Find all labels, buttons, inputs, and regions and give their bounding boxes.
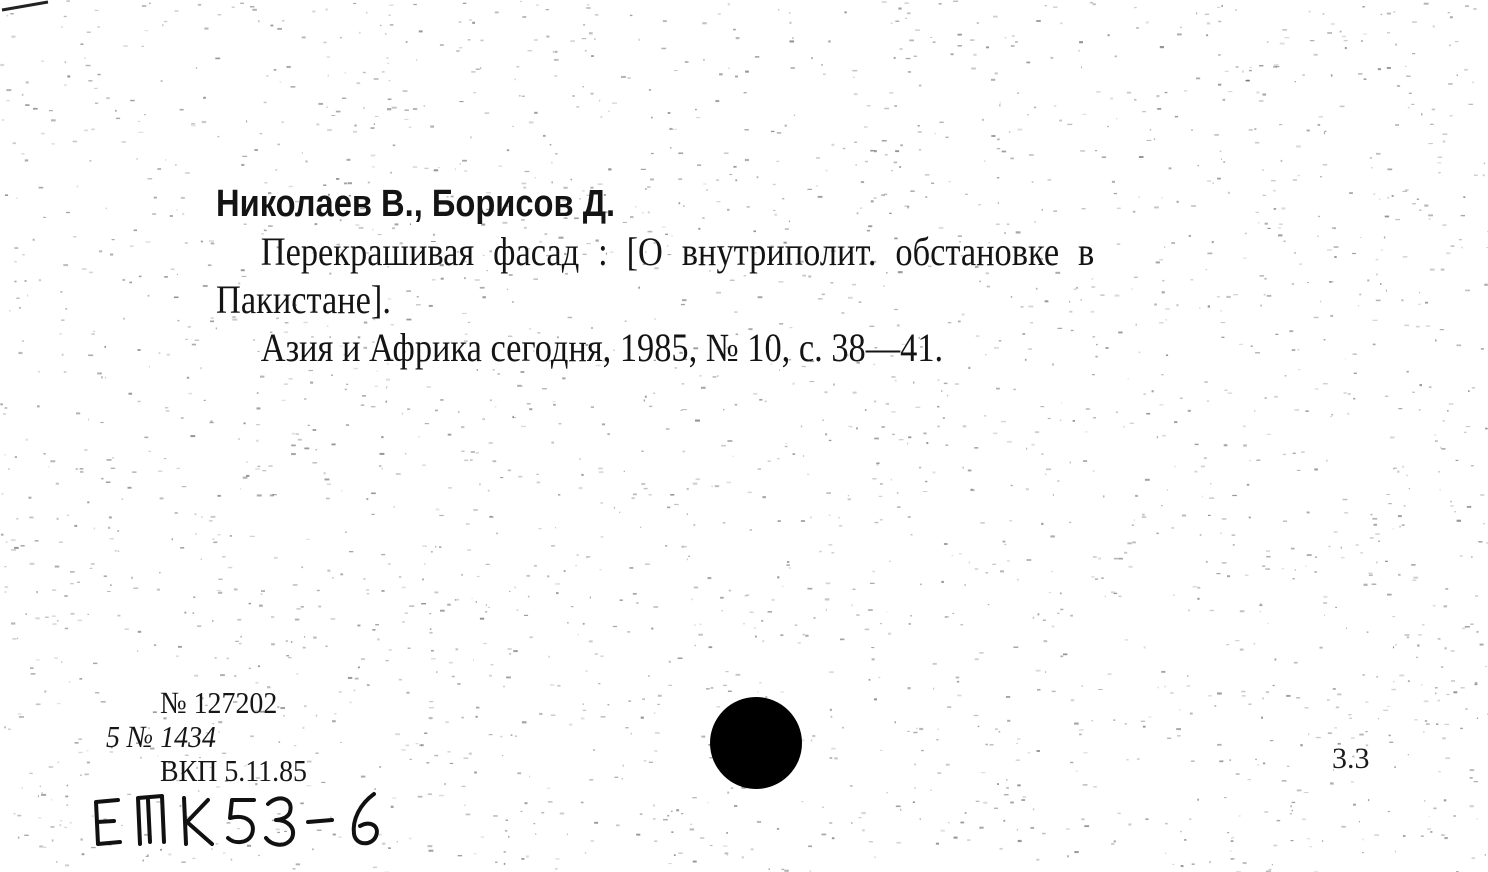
title-line-1: Перекрашивая фасад : [О внутриполит. обстановке в [260,229,1095,274]
punch-hole [710,697,802,789]
corner-scratch-mark [0,0,60,20]
stamp-date: ВКП 5.11.85 [160,753,308,788]
bibliographic-entry [216,180,1231,372]
registration-number: 5 № 1434 [106,719,217,754]
author-heading: Николаев В., Борисов Д. [216,183,616,225]
shelf-mark: 3.3 [1332,742,1370,775]
accession-number: № 127202 [160,685,278,720]
title-line-2: Пакистане]. [216,277,391,322]
source-citation: Азия и Африка сегодня, 1985, № 10, с. 38—41. [260,325,944,370]
handwritten-code [88,786,398,856]
